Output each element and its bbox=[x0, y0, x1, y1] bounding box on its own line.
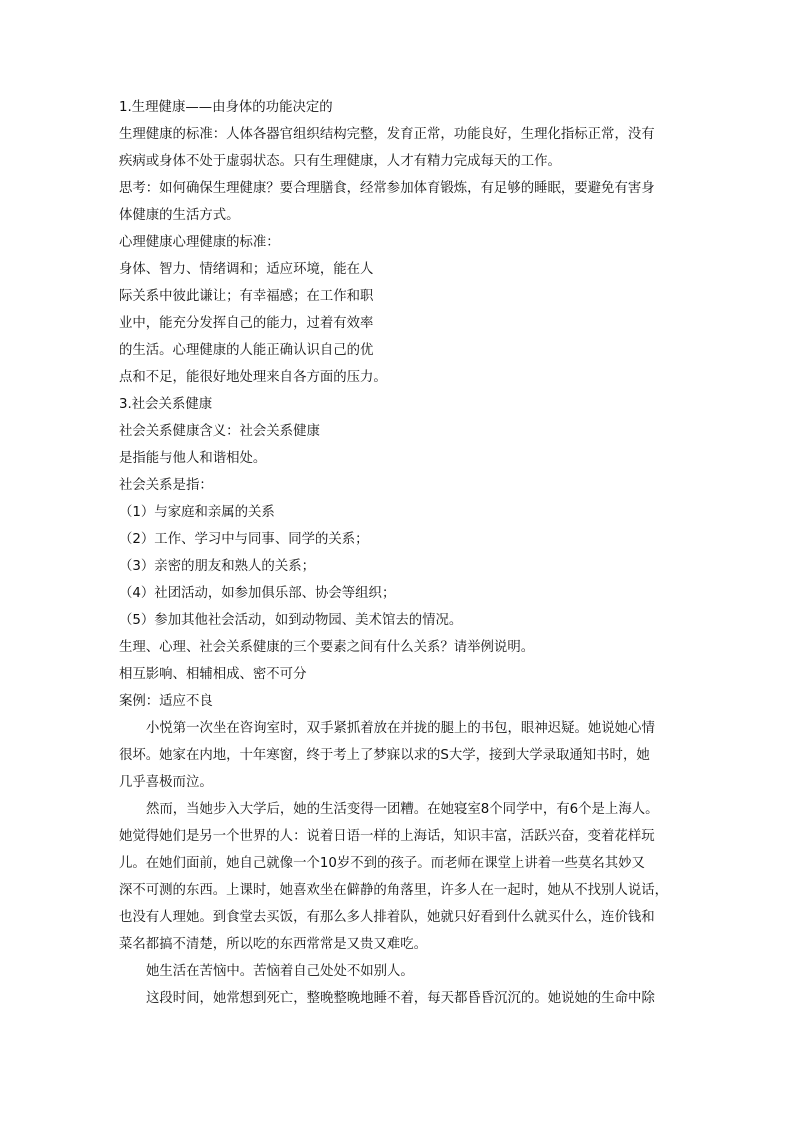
text-line: （5）参加其他社会活动，如到动物园、美术馆去的情况。 bbox=[119, 613, 463, 628]
text-line: 1.生理健康——由身体的功能决定的 bbox=[119, 100, 333, 115]
text-line: （2）工作、学习中与同事、同学的关系； bbox=[119, 532, 369, 547]
text-line: 很坏。她家在内地，十年寒窗，终于考上了梦寐以求的S大学，接到大学录取通知书时，她 bbox=[119, 748, 650, 763]
text-line: 社会关系健康含义：社会关系健康 bbox=[119, 424, 320, 439]
text-line: 疾病或身体不处于虚弱状态。只有生理健康，人才有精力完成每天的工作。 bbox=[119, 154, 561, 169]
text-line: 她觉得她们是另一个世界的人：说着日语一样的上海话，知识丰富，活跃兴奋，变着花样玩 bbox=[119, 829, 655, 844]
text-line: 相互影响、相辅相成、密不可分 bbox=[119, 667, 307, 682]
text-line: 思考：如何确保生理健康？要合理膳食，经常参加体育锻炼，有足够的睡眠，要避免有害身 bbox=[119, 181, 655, 196]
text-line: 案例：适应不良 bbox=[119, 694, 213, 709]
text-line: 身体、智力、情绪调和；适应环境，能在人 bbox=[119, 262, 374, 277]
text-line: 菜名都搞不清楚，所以吃的东西常常是又贵又难吃。 bbox=[119, 937, 427, 952]
text-line: 她生活在苦恼中。苦恼着自己处处不如别人。 bbox=[146, 964, 414, 979]
text-line: 然而，当她步入大学后，她的生活变得一团糟。在她寝室8个同学中，有6个是上海人。 bbox=[146, 802, 659, 817]
text-line: （1）与家庭和亲属的关系 bbox=[119, 505, 275, 520]
text-line: 几乎喜极而泣。 bbox=[119, 775, 213, 790]
text-line: 点和不足，能很好地处理来自各方面的压力。 bbox=[119, 370, 387, 385]
text-line: 际关系中彼此谦让；有幸福感；在工作和职 bbox=[119, 289, 374, 304]
text-line: （3）亲密的朋友和熟人的关系； bbox=[119, 559, 315, 574]
text-line: 深不可测的东西。上课时，她喜欢坐在僻静的角落里，许多人在一起时，她从不找别人说话， bbox=[119, 883, 669, 898]
text-line: 这段时间，她常想到死亡，整晚整晚地睡不着，每天都昏昏沉沉的。她说她的生命中除 bbox=[146, 991, 655, 1006]
text-line: 也没有人理她。到食堂去买饭，有那么多人排着队，她就只好看到什么就买什么，连价钱和 bbox=[119, 910, 655, 925]
text-line: 体健康的生活方式。 bbox=[119, 208, 240, 223]
text-line: 是指能与他人和谐相处。 bbox=[119, 451, 267, 466]
text-line: 社会关系是指： bbox=[119, 478, 213, 493]
text-line: 3.社会关系健康 bbox=[119, 397, 213, 412]
text-line: （4）社团活动，如参加俱乐部、协会等组织； bbox=[119, 586, 396, 601]
text-line: 心理健康心理健康的标准： bbox=[119, 235, 280, 250]
text-line: 生理、心理、社会关系健康的三个要素之间有什么关系？请举例说明。 bbox=[119, 640, 535, 655]
text-line: 儿。在她们面前，她自己就像一个10岁不到的孩子。而老师在课堂上讲着一些莫名其妙又 bbox=[119, 856, 645, 871]
text-line: 业中，能充分发挥自己的能力，过着有效率 bbox=[119, 316, 374, 331]
text-line: 小悦第一次坐在咨询室时，双手紧抓着放在并拢的腿上的书包，眼神迟疑。她说她心情 bbox=[146, 721, 655, 736]
text-line: 生理健康的标准：人体各器官组织结构完整，发育正常，功能良好，生理化指标正常，没有 bbox=[119, 127, 655, 142]
text-line: 的生活。心理健康的人能正确认识自己的优 bbox=[119, 343, 374, 358]
document-body bbox=[119, 94, 679, 1012]
